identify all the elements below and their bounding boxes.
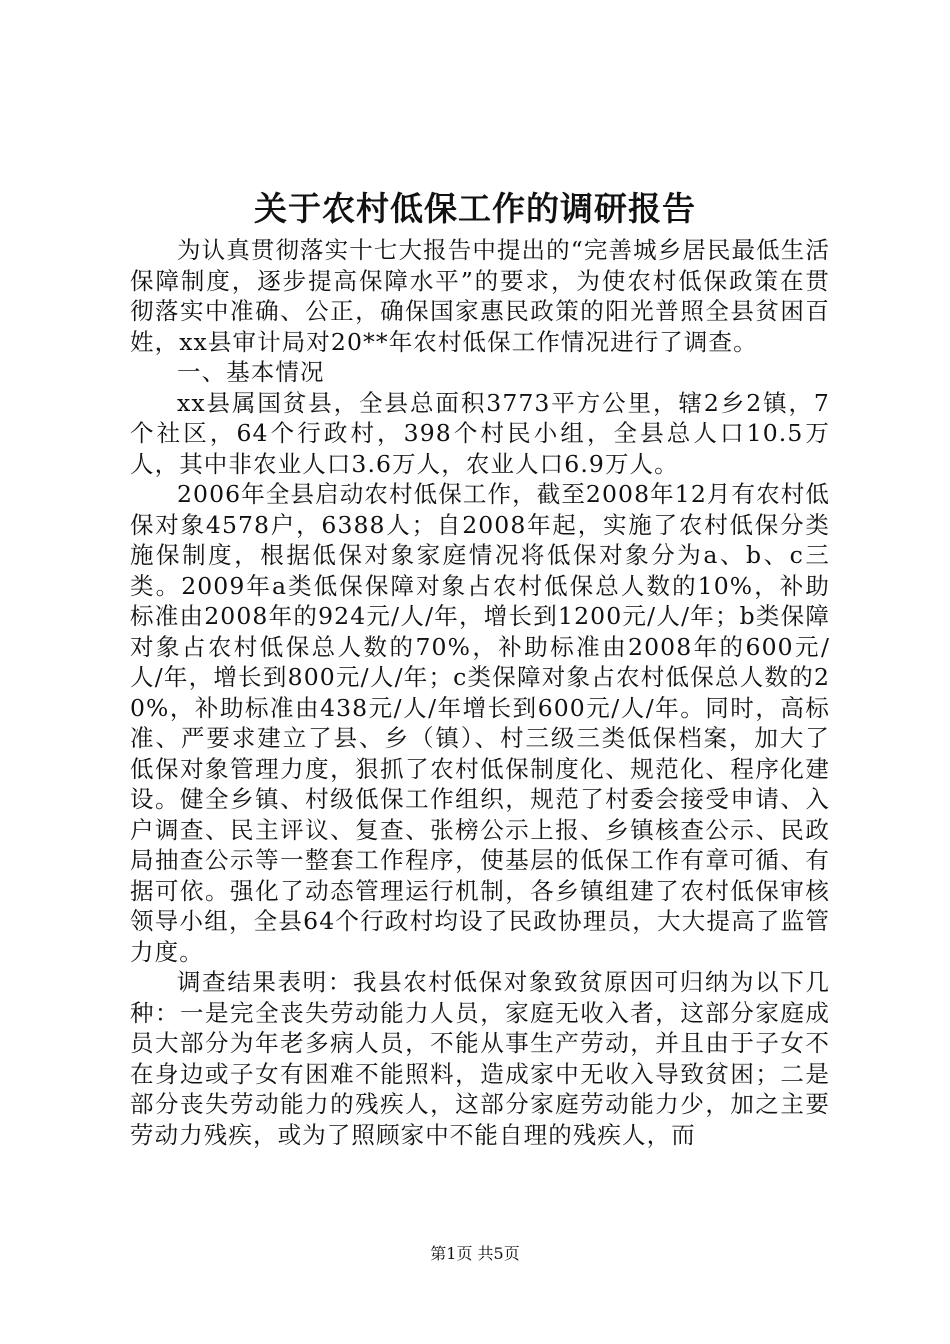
document-body	[130, 235, 830, 1150]
page-footer	[0, 1244, 950, 1264]
page-total: 共5页	[477, 1244, 520, 1263]
survey-result-paragraph: 调查结果表明：我县农村低保对象致贫原因可归纳为以下几种：一是完全丧失劳动能力人员，家庭无收入者，这部分家庭成员大部分为年老多病人员，不能从事生产劳动，并且由于子女不在身边或子女有困难不能照料，造成家中无收入导致贫困；二是部分丧失劳动能力的残疾人，这部分家庭劳动能力少，加之主要劳动力残疾，或为了照顾家中不能自理的残疾人，而	[130, 968, 830, 1149]
county-overview-paragraph: xx县属国贫县，全县总面积3773平方公里，辖2乡2镇，7个社区，64个行政村，398个村民小组，全县总人口10.5万人，其中非农业人口3.6万人，农业人口6.9万人。	[130, 388, 830, 478]
section-heading-basic: 一、基本情况	[177, 358, 325, 386]
page-number: 第1页	[430, 1244, 473, 1263]
document-title: 关于农村低保工作的调研报告	[254, 189, 696, 228]
intro-paragraph: 为认真贯彻落实十七大报告中提出的“完善城乡居民最低生活保障制度，逐步提高保障水平”的要求，为使农村低保政策在贯彻落实中准确、公正，确保国家惠民政策的阳光普照全县贫困百姓，xx县审计局对20**年农村低保工作情况进行了调查。	[130, 236, 830, 356]
lowincome-work-paragraph: 2006年全县启动农村低保工作，截至2008年12月有农村低保对象4578户，6388人；自2008年起，实施了农村低保分类施保制度，根据低保对象家庭情况将低保对象分为a、b、c三类。2009年a类低保保障对象占农村低保总人数的10%，补助标准由2008年的924元/人/年，增长到1200元/人/年；b类保障对象占农村低保总人数的70%，补助标准由2008年的600元/人/年，增长到800元/人/年；c类保障对象占农村低保总人数的20%，补助标准由438元/人/年增长到600元/人/年。同时，高标准、严要求建立了县、乡（镇）、村三级三类低保档案，加大了低保对象管理力度，狠抓了农村低保制度化、规范化、程序化建设。健全乡镇、村级低保工作组织，规范了村委会接受申请、入户调查、民主评议、复查、张榜公示上报、乡镇核查公示、民政局抽查公示等一整套工作程序，使基层的低保工作有章可循、有据可依。强化了动态管理运行机制，各乡镇组建了农村低保审核领导小组，全县64个行政村均设了民政协理员，大大提高了监管力度。	[130, 480, 830, 966]
